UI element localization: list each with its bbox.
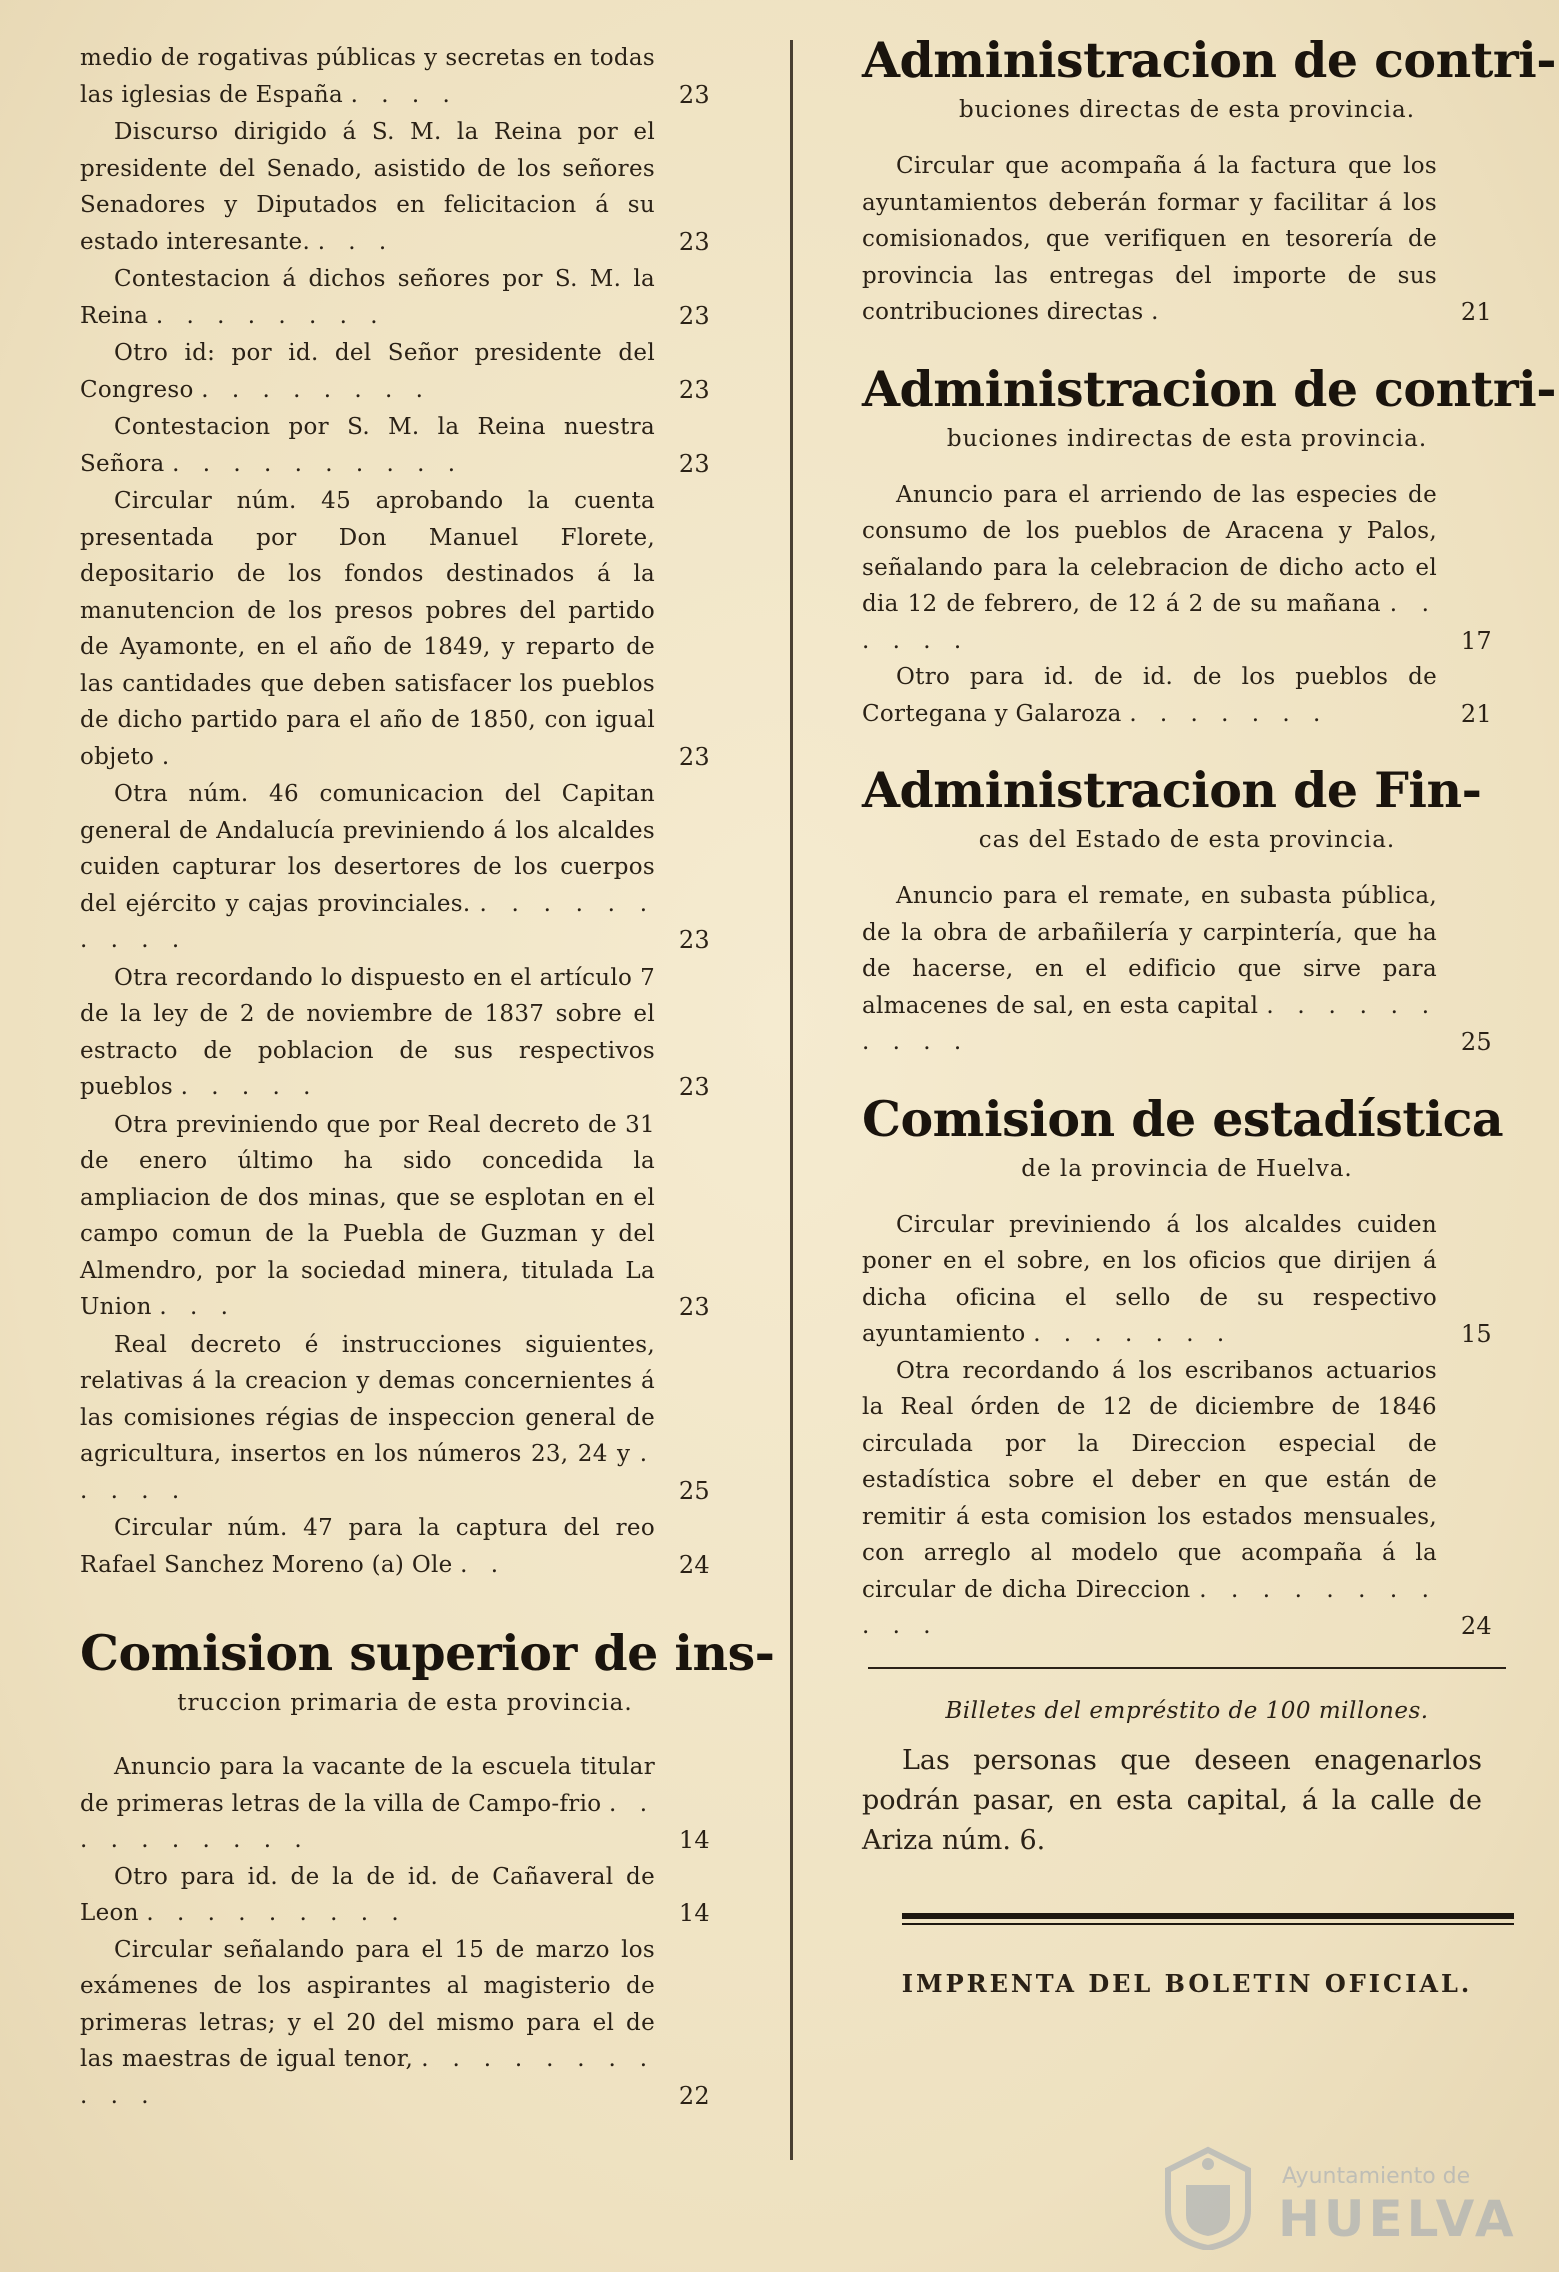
section-heading: Administracion de contri-	[862, 359, 1557, 418]
entry-dots: . . . . . . . . . .	[80, 890, 655, 953]
entry-dots: . . . . . .	[862, 591, 1437, 654]
entry-dots: . . . . . . .	[1033, 1321, 1233, 1347]
index-entry	[80, 960, 730, 1106]
crest-icon	[1158, 2140, 1258, 2250]
index-entry	[80, 1107, 730, 1326]
entry-dots: . . . . . . . . . .	[862, 992, 1438, 1055]
entry-page-number: 24	[678, 1550, 710, 1579]
entry-text: Otra núm. 46 comunicacion del Capitan general de Andalucía previniendo á los alcaldes cuiden capturar los desertores de los cuerpos del ejército y cajas provinciales.	[80, 781, 655, 917]
entry-dots: . . . . . . . . .	[146, 1900, 407, 1926]
entry-page-number: 15	[1460, 1320, 1492, 1348]
index-entry	[80, 1932, 730, 2115]
entry-dots: . . . . .	[80, 1441, 655, 1504]
instruccion-entries	[80, 1749, 730, 2114]
left-column	[80, 40, 775, 2114]
entry-dots: . . . . . . . .	[155, 302, 386, 329]
watermark-small-text: Ayuntamiento de	[1282, 2164, 1471, 2189]
entry-page-number: 17	[1460, 626, 1492, 655]
entry-dots: . . .	[159, 1294, 236, 1320]
index-entry	[862, 1207, 1512, 1353]
entry-page-number: 24	[1460, 1612, 1492, 1640]
entry-dots: . . . . . . . . . .	[80, 1790, 656, 1853]
index-entry	[80, 483, 730, 775]
entry-text: Otro para id. de id. de los pueblos de Cortegana y Galaroza	[862, 664, 1437, 727]
entry-text: Discurso dirigido á S. M. la Reina por el presidente del Senado, asistido de los señores Senadores y Diputados en felicitacion á su estado interesante.	[80, 119, 655, 255]
entry-dots: . . . . . . . .	[201, 376, 431, 403]
index-entry	[80, 1749, 730, 1859]
entry-dots: . . .	[317, 228, 395, 255]
entry-dots: . . . .	[350, 81, 458, 108]
entry-dots: . . . . . . . . . .	[172, 450, 464, 477]
right-sections	[862, 28, 1557, 1645]
section-subheading: buciones indirectas de esta provincia.	[946, 425, 1428, 452]
section-heading: Administracion de Fin-	[862, 761, 1482, 819]
index-entry	[862, 878, 1512, 1061]
entry-dots: .	[1151, 299, 1167, 325]
index-entry	[80, 1327, 730, 1510]
entry-page-number: 23	[678, 449, 710, 478]
index-entry	[80, 1510, 730, 1583]
entry-text: Otra recordando á los escribanos actuarios la Real órden de 12 de diciembre de 1846 circulada por la Direccion especial de estadística sobre el deber en que están de remitir á esta comision los estados mensuales, con arreglo al modelo que acompaña á la circular de dicha Direccion	[862, 1357, 1437, 1603]
right-section	[862, 357, 1557, 733]
entry-page-number: 14	[678, 1899, 710, 1927]
section-heading-instruccion: Comision superior de ins-	[80, 1624, 775, 1682]
entry-page-number: 23	[678, 1293, 710, 1321]
entry-dots: . . . . . . . . . . .	[862, 1576, 1437, 1639]
entry-page-number: 21	[1460, 298, 1492, 326]
entry-text: Anuncio para el remate, en subasta pública, de la obra de arbañilería y carpintería, que ha de hacerse, en el edificio que sirve para almacenes de sal, en esta capital	[862, 883, 1437, 1019]
watermark-big-text: HUELVA	[1278, 2190, 1518, 2248]
index-entry	[80, 776, 730, 959]
double-rule	[902, 1913, 1514, 1925]
right-section	[862, 28, 1557, 331]
right-section	[862, 1087, 1512, 1645]
column-divider	[790, 40, 793, 2160]
entry-page-number: 23	[678, 375, 710, 404]
index-entry	[862, 1353, 1512, 1645]
section-subheading-instruccion: truccion primaria de esta provincia.	[177, 1690, 633, 1716]
section-subheading: buciones directas de esta provincia.	[958, 97, 1416, 123]
index-entry	[80, 114, 730, 260]
entry-dots: . . . . .	[180, 1074, 319, 1100]
entry-page-number: 23	[678, 301, 710, 330]
entry-text: Contestacion por S. M. la Reina nuestra Señora	[80, 414, 655, 477]
entry-text: Real decreto é instrucciones siguientes, relativas á la creacion y demas concernientes á las comisiones régias de inspeccion general de agricultura, insertos en los números 23, 24 y	[80, 1331, 655, 1467]
entry-text: Circular que acompaña á la factura que los ayuntamientos deberán formar y facilitar á los comisionados, que verifiquen en tesorería de provincia las entregas del importe de sus contribuciones directas	[862, 153, 1437, 325]
entry-page-number: 23	[678, 80, 710, 109]
entry-dots: . . . . . . .	[1129, 700, 1329, 727]
index-entry	[862, 477, 1512, 660]
entry-page-number: 14	[678, 1826, 710, 1854]
horizontal-rule	[868, 1667, 1506, 1669]
index-entry	[862, 659, 1512, 732]
section-subheading: de la provincia de Huelva.	[1021, 1155, 1353, 1182]
entry-text: Otra recordando lo dispuesto en el artículo 7 de la ley de 2 de noviembre de 1837 sobre el estracto de poblacion de sus respectivos pueblos	[80, 964, 655, 1100]
entry-dots: . .	[460, 1551, 507, 1578]
entry-text: Circular previniendo á los alcaldes cuiden poner en el sobre, en los oficios que dirijen á dicha oficina el sello de su respectivo ayuntamiento	[862, 1211, 1437, 1347]
index-entry	[80, 409, 730, 482]
entry-text: Otra previniendo que por Real decreto de 31 de enero último ha sido concedida la ampliacion de dos minas, que se esplotan en el campo comun de la Puebla de Guzman y del Almendro, por la sociedad minera, titulada La Union	[80, 1111, 655, 1320]
entry-dots: .	[161, 743, 178, 770]
index-entry	[862, 148, 1512, 331]
entry-text: medio de rogativas públicas y secretas en todas las iglesias de España	[80, 45, 655, 108]
personas-notice: Las personas que deseen enagenarlos podrán pasar, en esta capital, á la calle de Ariza núm. 6.	[862, 1744, 1482, 1856]
entry-text: Otro para id. de la de id. de Cañaveral de Leon	[80, 1863, 655, 1926]
entry-page-number: 23	[678, 926, 710, 954]
section-heading: Comision de estadística	[862, 1089, 1504, 1148]
entry-page-number: 23	[678, 742, 710, 771]
entry-page-number: 25	[678, 1476, 710, 1505]
right-section	[862, 758, 1512, 1061]
entry-text: Circular núm. 47 para la captura del reo Rafael Sanchez Moreno (a) Ole	[80, 1515, 655, 1578]
section-heading: Administracion de contri-	[862, 31, 1557, 89]
left-entries	[80, 40, 730, 1583]
entry-text: Otro id: por id. del Señor presidente del Congreso	[80, 340, 655, 403]
imprenta-footer: IMPRENTA DEL BOLETIN OFICIAL.	[901, 1968, 1473, 1998]
entry-text: Circular señalando para el 15 de marzo los exámenes de los aspirantes al magisterio de primeras letras; y el 20 del mismo para el de las maestras de igual tenor,	[80, 1936, 655, 2072]
entry-page-number: 25	[1460, 1028, 1492, 1056]
index-entry	[80, 40, 730, 113]
index-entry	[80, 335, 730, 408]
entry-page-number: 23	[678, 1073, 710, 1101]
section-subheading: cas del Estado de esta provincia.	[978, 827, 1396, 853]
entry-text: Anuncio para el arriendo de las especies de consumo de los pueblos de Aracena y Palos, señalando para la celebracion de dicho acto el dia 12 de febrero, de 12 á 2 de su mañana	[862, 481, 1437, 617]
billetes-notice: Billetes del empréstito de 100 millones.	[945, 1697, 1429, 1724]
entry-page-number: 22	[678, 2081, 710, 2110]
index-entry	[80, 261, 730, 334]
entry-page-number: 21	[1460, 699, 1492, 728]
entry-text: Anuncio para la vacante de la escuela titular de primeras letras de la villa de Campo-frio	[80, 1754, 655, 1817]
right-column	[862, 28, 1557, 1998]
entry-page-number: 23	[678, 227, 710, 256]
entry-text: Circular núm. 45 aprobando la cuenta presentada por Don Manuel Florete, depositario de los fondos destinados á la manutencion de los presos pobres del partido de Ayamonte, en el año de 1849, y reparto de las cantidades que deben satisfacer los pueblos de dicho partido para el año de 1850, con igual objeto	[80, 488, 655, 770]
index-entry	[80, 1859, 730, 1932]
watermark	[1148, 2140, 1528, 2250]
entry-text: Contestacion á dichos señores por S. M. la Reina	[80, 266, 655, 329]
entry-dots: . . . . . . . . . . .	[80, 2046, 656, 2109]
